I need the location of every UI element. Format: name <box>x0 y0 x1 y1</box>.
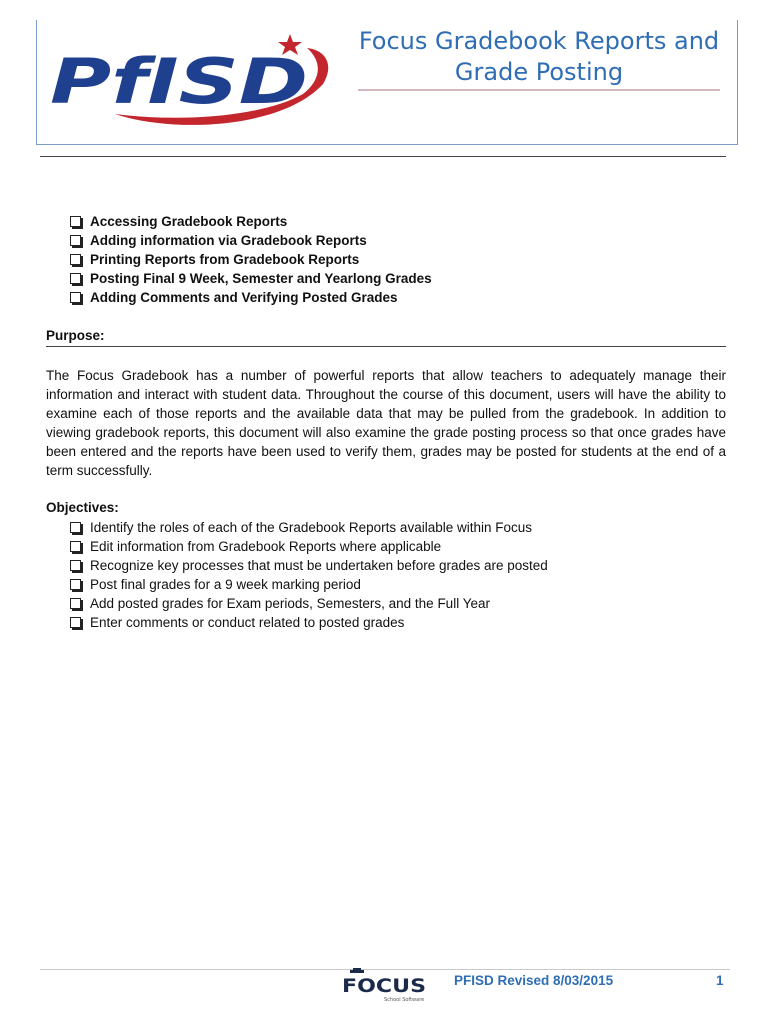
list-item: Edit information from Gradebook Reports where applicable <box>68 537 548 556</box>
focus-logo <box>340 968 430 1004</box>
list-item: Identify the roles of each of the Gradebook Reports available within Focus <box>68 518 548 537</box>
checkbox-icon <box>70 216 81 227</box>
objectives-list <box>68 518 548 632</box>
list-item: Adding Comments and Verifying Posted Grades <box>68 288 432 307</box>
focus-logo-subtext: School Software <box>384 997 425 1003</box>
purpose-heading: Purpose: <box>46 328 105 343</box>
list-item: Accessing Gradebook Reports <box>68 212 432 231</box>
checkbox-icon <box>70 617 81 628</box>
checkbox-icon <box>70 292 81 303</box>
checkbox-icon <box>70 598 81 609</box>
checkbox-icon <box>70 273 81 284</box>
list-item: Recognize key processes that must be undertaken before grades are posted <box>68 556 548 575</box>
page-number: 1 <box>716 973 724 988</box>
purpose-paragraph: The Focus Gradebook has a number of powerful reports that allow teachers to adequately manage their information and interact with student data. Throughout the course of this document, users will have the ability to examine each of those reports and the available data that may be pulled from the gradebook. In addition to viewing gradebook reports, this document will also examine the grade posting process so that once grades have been entered and the reports have been used to verify them, grades may be posted for students at the end of a term successfully. <box>46 368 726 478</box>
title-underline <box>358 89 720 91</box>
list-item: Posting Final 9 Week, Semester and Yearlong Grades <box>68 269 432 288</box>
document-title: Focus Gradebook Reports and Grade Posting <box>358 27 720 86</box>
header-divider <box>40 156 726 157</box>
checkbox-icon <box>70 579 81 590</box>
checkbox-icon <box>70 235 81 246</box>
topic-list <box>68 212 432 307</box>
list-item: Enter comments or conduct related to posted grades <box>68 613 548 632</box>
checkbox-icon <box>70 522 81 533</box>
revision-note: PFISD Revised 8/03/2015 <box>454 973 614 988</box>
list-item: Post final grades for a 9 week marking period <box>68 575 548 594</box>
purpose-divider <box>46 346 726 347</box>
focus-logo-text: FOCUS <box>342 975 426 997</box>
checkbox-icon <box>70 541 81 552</box>
checkbox-icon <box>70 560 81 571</box>
objectives-heading: Objectives: <box>46 500 119 515</box>
list-item: Adding information via Gradebook Reports <box>68 231 432 250</box>
checkbox-icon <box>70 254 81 265</box>
list-item: Add posted grades for Exam periods, Semesters, and the Full Year <box>68 594 548 613</box>
list-item: Printing Reports from Gradebook Reports <box>68 250 432 269</box>
pfisd-logo <box>45 30 335 128</box>
pfisd-logo-text: PfISD <box>50 45 308 118</box>
